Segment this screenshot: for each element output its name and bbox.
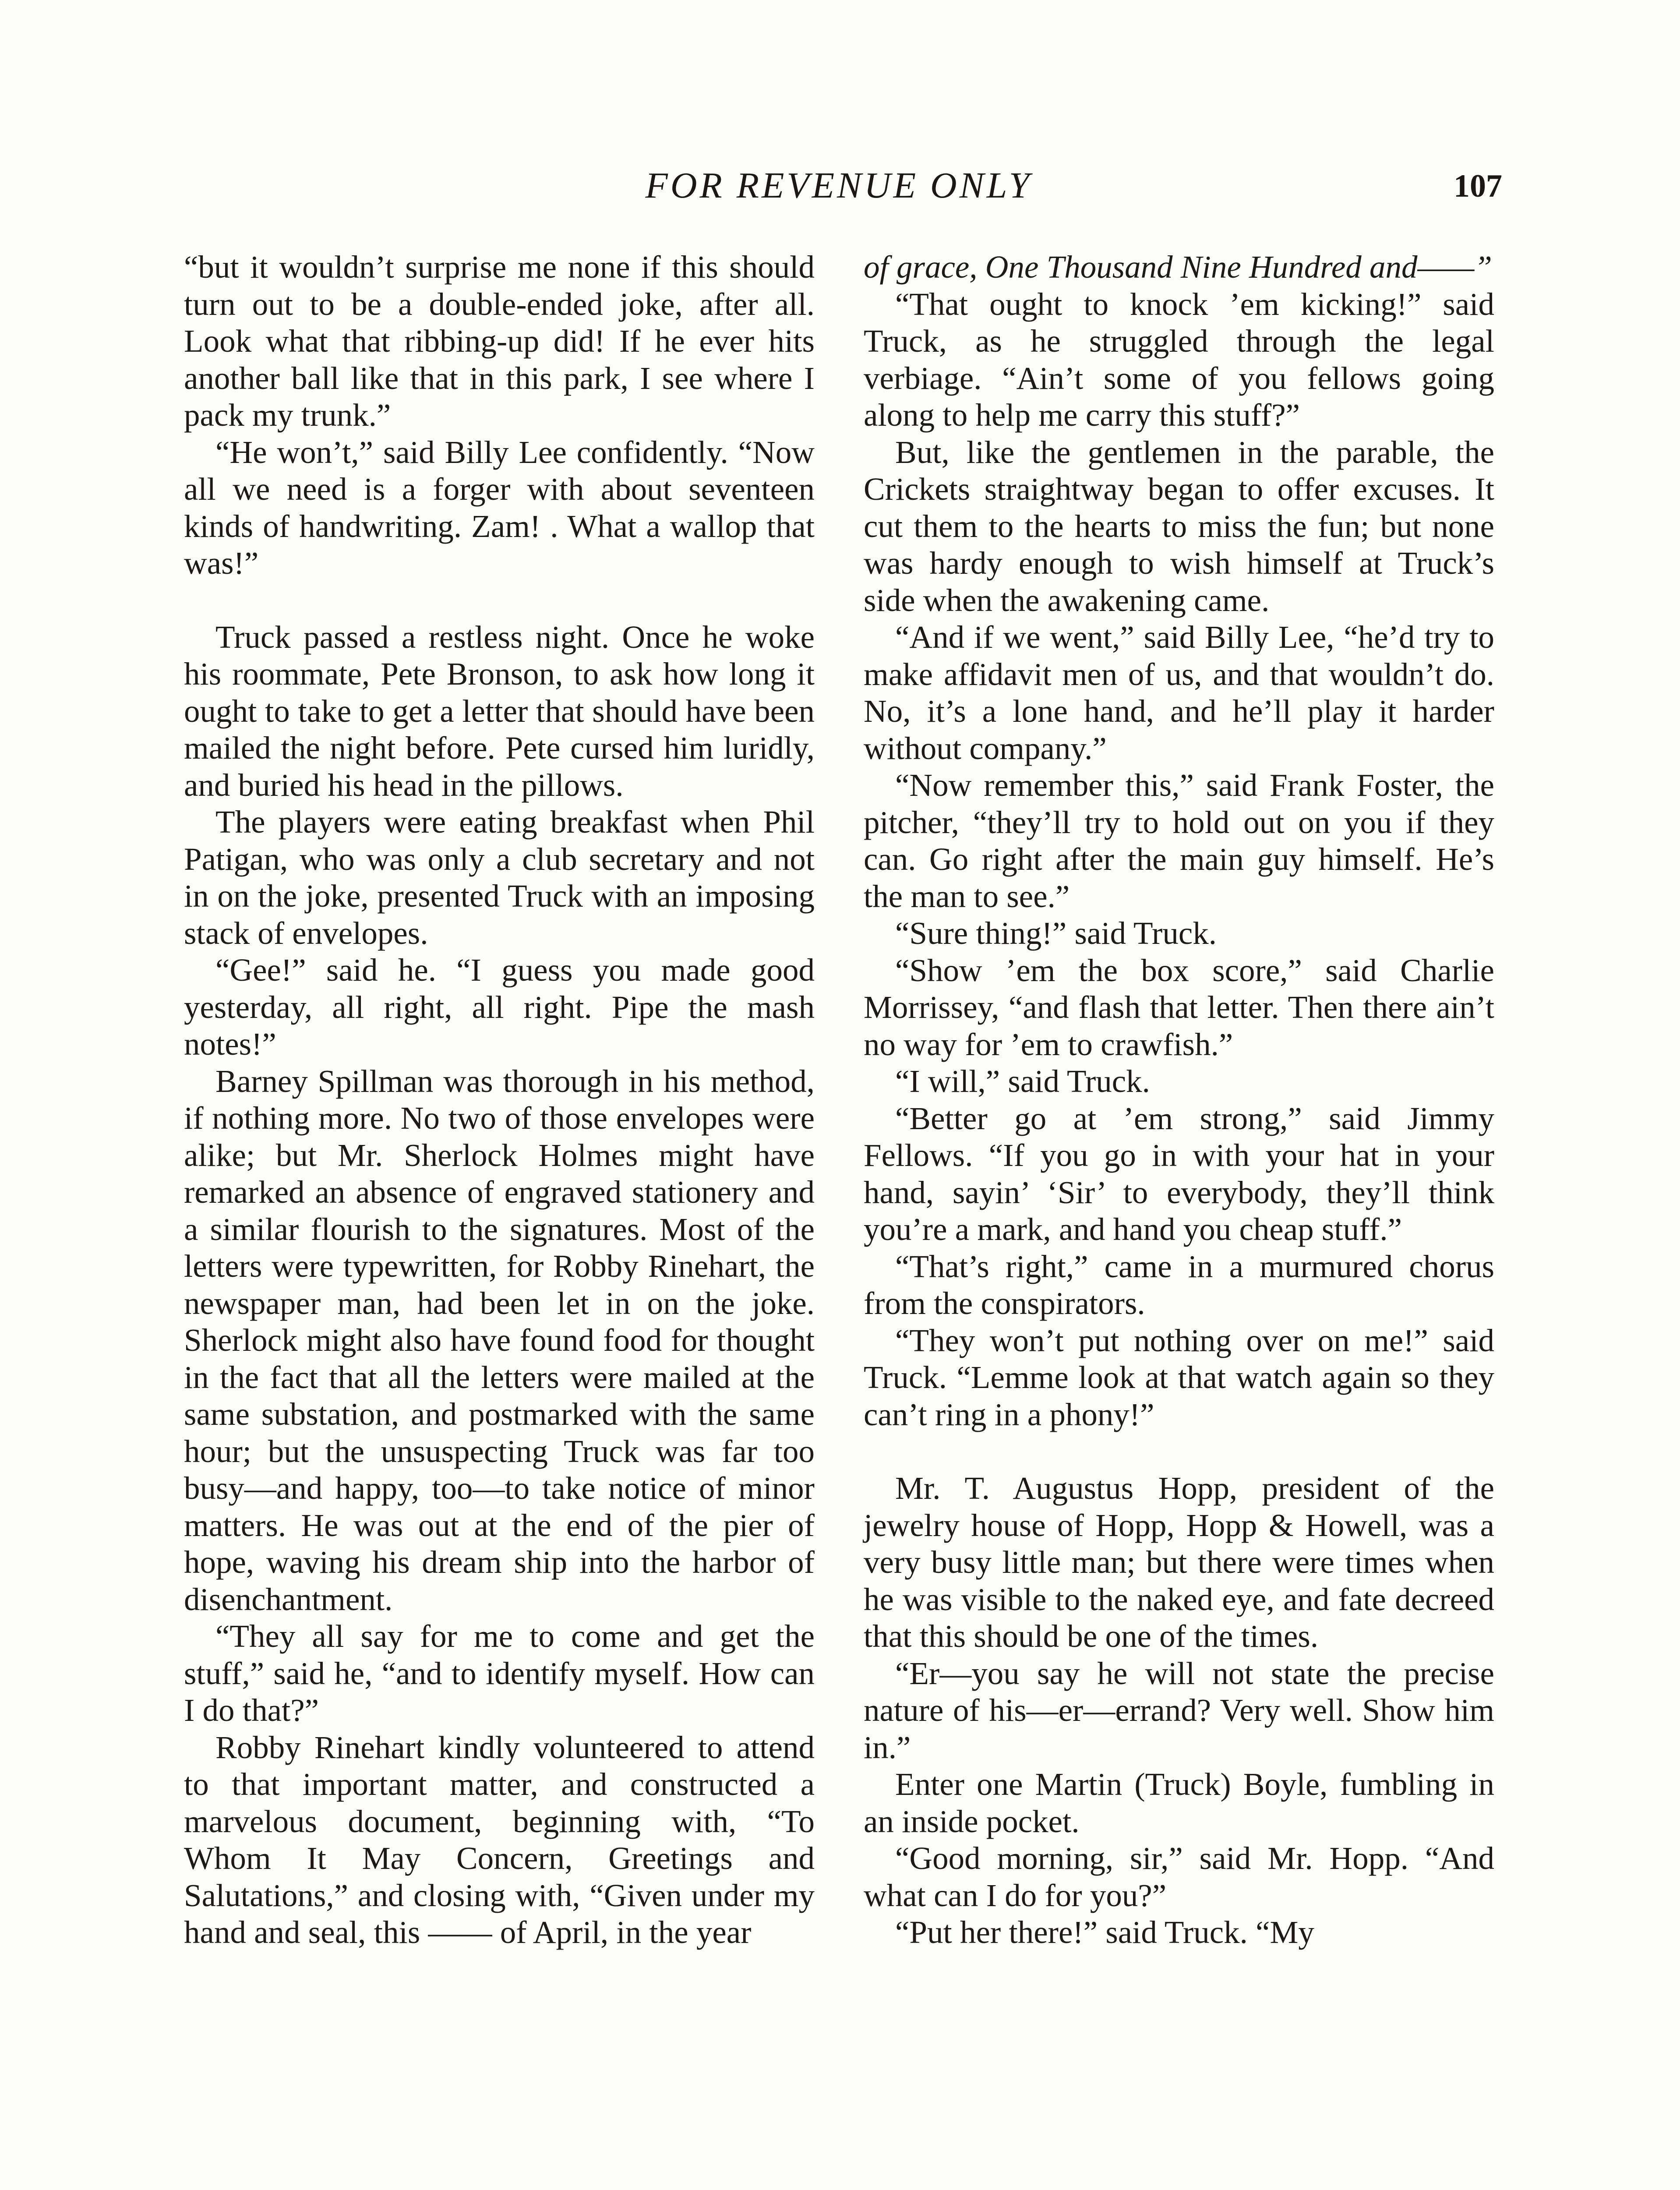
paragraph: “Er—you say he will not state the precise nature of his—er—errand? Very well. Show him in.” xyxy=(864,1655,1494,1765)
paragraph: “They all say for me to come and get the stuff,” said he, “and to identify myself. How can I do that?” xyxy=(184,1618,815,1728)
paragraph: “Show ’em the box score,” said Charlie Morrissey, “and flash that letter. Then there ain’t no way for ’em to crawfish.” xyxy=(864,952,1494,1062)
paragraph: “That ought to knock ’em kicking!” said Truck, as he struggled through the legal verbiage. “Ain’t some of you fellows going along to help me carry this stuff?” xyxy=(864,286,1494,433)
paragraph: Robby Rinehart kindly volunteered to attend to that important matter, and constructed a marvelous document, beginning with, “To Whom It May Concern, Greetings and Salutations,” and closing with, “Given under my hand and seal, this —— of April, in the year xyxy=(184,1729,815,1950)
paragraph: The players were eating breakfast when Phil Patigan, who was only a club secretary and not in on the joke, presented Truck with an imposing stack of envelopes. xyxy=(184,804,815,951)
right-text-column xyxy=(864,249,1494,1951)
paragraph: “They won’t put nothing over on me!” said Truck. “Lemme look at that watch again so they can’t ring in a phony!” xyxy=(864,1322,1494,1432)
paragraph: Barney Spillman was thorough in his method, if nothing more. No two of those envelopes were alike; but Mr. Sherlock Holmes might have remarked an absence of engraved stationery and a similar flourish to the signatures. Most of the letters were typewritten, for Robby Rinehart, the newspaper man, had been let in on the joke. Sherlock might also have found food for thought in the fact that all the letters were mailed at the same substation, and postmarked with the same hour; but the unsuspecting Truck was far too busy—and happy, too—to take notice of minor matters. He was out at the end of the pier of hope, waving his dream ship into the harbor of disenchantment. xyxy=(184,1063,815,1617)
paragraph: “And if we went,” said Billy Lee, “he’d try to make affidavit men of us, and that wouldn’t do. No, it’s a lone hand, and he’ll play it harder without company.” xyxy=(864,619,1494,766)
paragraph: “He won’t,” said Billy Lee confidently. “Now all we need is a forger with about seventeen kinds of handwriting. Zam! . What a wallop that was!” xyxy=(184,434,815,581)
paragraph: “Now remember this,” said Frank Foster, the pitcher, “they’ll try to hold out on you if they can. Go right after the main guy himself. He’s the man to see.” xyxy=(864,767,1494,914)
paragraph: “Good morning, sir,” said Mr. Hopp. “And what can I do for you?” xyxy=(864,1840,1494,1913)
paragraph: But, like the gentlemen in the parable, the Crickets straightway began to offer excuses. It cut them to the hearts to miss the fun; but none was hardy enough to wish himself at Truck’s side when the awakening came. xyxy=(864,434,1494,618)
paragraph: “Sure thing!” said Truck. xyxy=(895,915,1217,951)
left-text-column xyxy=(184,249,815,1951)
running-header xyxy=(175,164,1502,212)
paragraph: “but it wouldn’t surprise me none if this should turn out to be a double-ended joke, after all. Look what that ribbing-up did! If he ever hits another ball like that in this park, I see where I pack my trunk.” xyxy=(184,249,815,433)
paragraph: “That’s right,” came in a murmured chorus from the conspirators. xyxy=(864,1248,1494,1321)
paragraph: “Gee!” said he. “I guess you made good yesterday, all right, all right. Pipe the mash notes!” xyxy=(184,952,815,1062)
paragraph: “I will,” said Truck. xyxy=(895,1063,1150,1099)
paragraph: of grace, One Thousand Nine Hundred and——” xyxy=(864,249,1492,285)
paragraph: Enter one Martin (Truck) Boyle, fumbling in an inside pocket. xyxy=(864,1766,1494,1839)
paragraph: “Better go at ’em strong,” said Jimmy Fellows. “If you go in with your hat in your hand, sayin’ ‘Sir’ to everybody, they’ll think you’re a mark, and hand you cheap stuff.” xyxy=(864,1100,1494,1247)
running-title: FOR REVENUE ONLY xyxy=(645,165,1032,206)
paragraph: Truck passed a restless night. Once he woke his roommate, Pete Bronson, to ask how long it ought to take to get a letter that should have been mailed the night before. Pete cursed him luridly, and buried his head in the pillows. xyxy=(184,619,815,803)
paragraph: “Put her there!” said Truck. “My xyxy=(895,1914,1314,1950)
page-number: 107 xyxy=(1454,168,1502,204)
paragraph: Mr. T. Augustus Hopp, president of the jewelry house of Hopp, Hopp & Howell, was a very busy little man; but there were times when he was visible to the naked eye, and fate decreed that this should be one of the times. xyxy=(864,1470,1494,1654)
